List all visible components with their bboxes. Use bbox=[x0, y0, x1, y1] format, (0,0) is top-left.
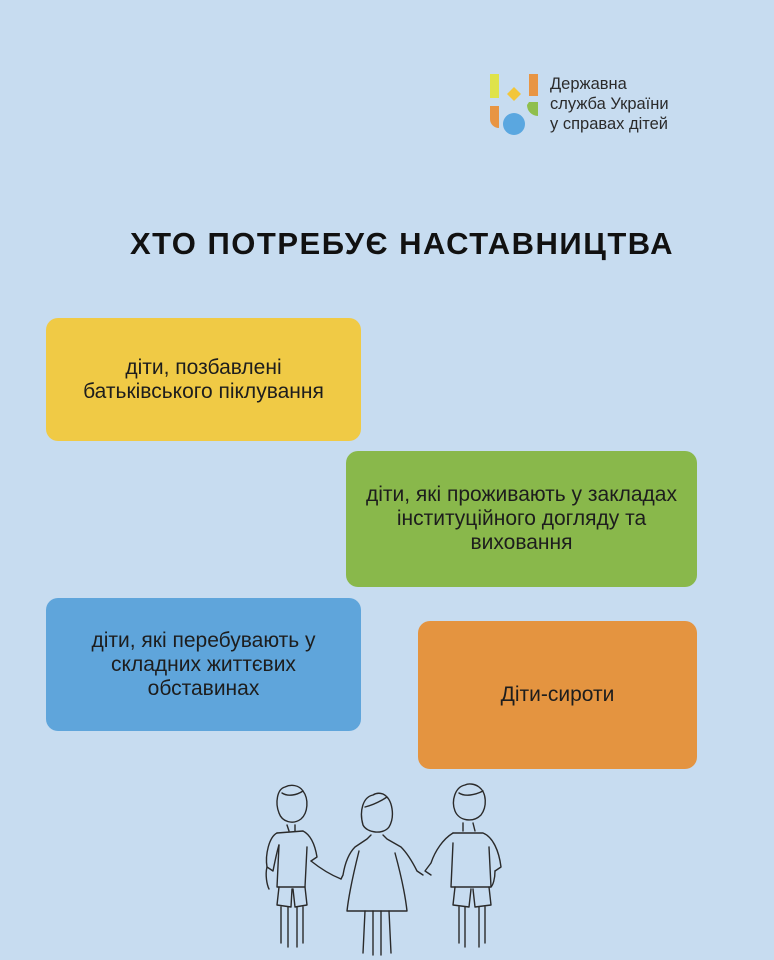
card-deprived-of-care-text: діти, позбавлені батьківського піклування bbox=[83, 355, 324, 403]
card-difficult-circumstances-text: діти, які перебувають у складних життєвих обставинах bbox=[91, 628, 316, 700]
organization-logo bbox=[488, 72, 718, 142]
card-institutional-care-text: діти, які проживають у закладах інституційного догляду та виховання bbox=[366, 483, 677, 554]
organization-name-line-3: у справах дітей bbox=[550, 115, 669, 133]
organization-name-line-2: служба України bbox=[550, 95, 669, 113]
card-difficult-circumstances bbox=[46, 598, 361, 731]
boy-left-figure bbox=[266, 785, 341, 947]
organization-name bbox=[550, 74, 669, 134]
page-title: ХТО ПОТРЕБУЄ НАСТАВНИЦТВА bbox=[129, 226, 675, 261]
card-deprived-of-care bbox=[46, 318, 361, 441]
card-institutional-care bbox=[346, 451, 697, 587]
children-holding-hands-illustration-icon bbox=[255, 775, 525, 960]
card-orphans bbox=[418, 621, 697, 769]
girl-figure bbox=[341, 793, 423, 955]
organization-name-line-1: Державна bbox=[550, 75, 627, 93]
card-orphans-text: Діти-сироти bbox=[500, 683, 615, 706]
state-service-children-logo-icon bbox=[488, 72, 540, 138]
boy-right-figure bbox=[425, 784, 501, 947]
